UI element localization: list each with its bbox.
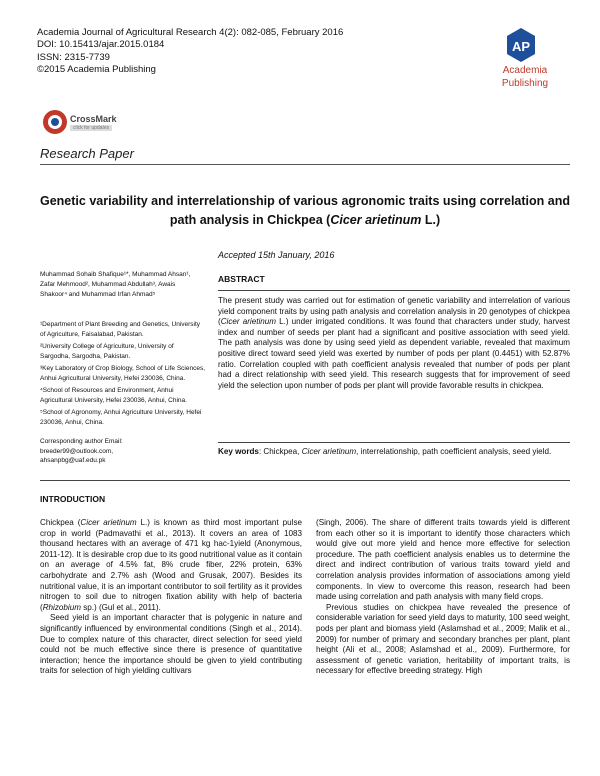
title-main: Genetic variability and interrelationship of various agronomic traits using correlation and path analysis in Chickpea (	[40, 194, 570, 227]
svg-text:AP: AP	[511, 39, 531, 54]
affiliations	[40, 320, 205, 430]
corresponding-author	[40, 437, 205, 466]
logo-word-2: Publishing	[501, 78, 549, 89]
text-run: sp.) (Gul et al., 2011).	[80, 602, 161, 612]
copyright: ©2015 Academia Publishing	[37, 63, 156, 75]
issn: ISSN: 2315-7739	[37, 51, 110, 63]
corr-email-1[interactable]: breeder99@outlook.com,	[40, 447, 114, 455]
affiliation-item: ¹Department of Plant Breeding and Genetics, University of Agriculture, Faisalabad, Pakistan.	[40, 321, 201, 338]
paper-title	[40, 192, 570, 230]
keywords-a: : Chickpea,	[258, 447, 302, 456]
academia-logo-icon	[505, 27, 537, 63]
crossmark-icon[interactable]	[43, 110, 67, 134]
text-run: L.) is known as third most important pulse crop in world (Padmavathi et al., 2013). It covers an area of 1083 thousand hectares with an average of 471 kg hac-1yield (Anonymous, 2011-12). It is desirable crop due to its good nutritional value as it contain on an average of 4.5% fat, 8% crude fiber, 22% protein, 63% carbohydrate and 2.7% ash (Wood and Grusak, 2007). Besides its nutritional value, it is an important contributor to soil fertility as it provides nitrogen to soil due to nitrogen fixation ability with help of bacteria (	[40, 518, 302, 612]
keywords-label: Key words	[218, 447, 259, 456]
paragraph: Seed yield is an important character that is polygenic in nature and significantly influenced by environmental conditions (Singh et al., 2014). Due to complex nature of this character, direct selection for seed yield could not be much effective since there is presence of quantitative interaction; hence the importance should be given to yield contributing traits for selection of high yielding cultivars	[40, 613, 302, 676]
publisher-logo-text	[485, 64, 565, 90]
keywords-species: Cicer arietinum	[301, 447, 357, 456]
abstract-species: Cicer arietinum	[220, 317, 276, 327]
crossmark-label[interactable]: CrossMark	[70, 114, 117, 124]
affiliation-item: ³Key Laboratory of Crop Biology, School of Life Sciences, Anhui Agricultural University, Hefei 230036, China.	[40, 365, 205, 382]
species-name: Cicer arietinum	[80, 518, 137, 527]
section-label: Research Paper	[40, 146, 134, 161]
journal-meta	[37, 27, 343, 76]
corr-label: Corresponding author Email:	[40, 438, 123, 445]
doi[interactable]: DOI: 10.15413/ajar.2015.0184	[37, 39, 165, 51]
logo-word-1: Academia	[502, 65, 548, 76]
abstract-part-a: The present study was carried out for estimation of genetic variability and interrelation of various yield component traits by using path analysis and correlation analysis in 20 genotypes of chickpea (	[218, 296, 570, 327]
body-column-left	[40, 518, 302, 677]
bacteria-name: Rhizobium	[42, 602, 81, 612]
keywords	[218, 447, 570, 458]
corr-email-2[interactable]: ahsanpbg@uaf.edu.pk	[40, 457, 106, 464]
paragraph: Previous studies on chickpea have revealed the presence of considerable variation for seed yield days to maturity, 100 seed weight, pods per plant and biomass yield (Aslamshad et al., 2009; Malik et al., 2009) for number of primary and secondary branches per plant, plant height (Ali et al., 2008; Aslamshad et al., 2009). Furthermore, for assessment of genetic variation, heritability of important traits, is necessary for effective breeding strategy. High	[316, 602, 570, 676]
affiliation-item: ⁵School of Agronomy, Anhui Agriculture University, Hefei 230036, Anhui, China.	[40, 409, 202, 426]
body-column-right	[316, 518, 570, 677]
affiliation-item: ²University College of Agriculture, University of Sargodha, Sargodha, Pakistan.	[40, 343, 174, 360]
abstract-divider-top	[218, 290, 570, 291]
paragraph	[40, 518, 302, 613]
crossmark-sub[interactable]: click for updates	[70, 125, 112, 131]
header-divider	[40, 164, 570, 165]
affiliation-item: ⁴School of Resources and Environment, Anhui Agricultural University, Hefei 230036, Anhui, China.	[40, 387, 187, 404]
abstract-heading: ABSTRACT	[218, 274, 265, 284]
author-list: Muhammad Sohaib Shafique¹*, Muhammad Ahsan¹, Zafar Mehmood², Muhammad Abdullah³, Awais Shakoor⁴ and Muhammad Irfan Ahmad⁵	[40, 271, 191, 298]
text-run: Chickpea (	[40, 518, 81, 527]
introduction-heading: INTRODUCTION	[40, 494, 106, 504]
body-divider	[40, 480, 570, 481]
abstract-text	[218, 296, 570, 391]
paragraph: (Singh, 2006). The share of different traits towards yield is different from each other so it is important to identify those characters which would give out more yield and hence more effective for selection procedure. The path coefficient analysis enables us to determine the direct and indirect contribution of various traits toward yield and correlation analysis provides information of associations among yield components. In view to overcome this reason, research had been made using correlation and path analysis with many field crops.	[316, 518, 570, 602]
title-species: Cicer arietinum	[330, 213, 422, 227]
abstract-divider-bottom	[218, 442, 570, 443]
accepted-date: Accepted 15th January, 2016	[218, 250, 335, 260]
title-tail: L.)	[421, 213, 441, 227]
keywords-b: , interrelationship, path coefficient analysis, seed yield.	[356, 447, 552, 456]
abstract-part-b: L.) under irrigated conditions. It was found that characters under study, harvest index and number of seeds per plant had a significant and positive association with seed yield. The path analysis was done by using seed yield as dependent variable, revealed that maximum positive direct toward seed yield was exerted by number of pods per plant (0.4451) with 52.87% ratio. Correlation coupled with path coefficient analysis revealed that number of pods per plant had a direct relationship with seed yield. This research suggests that for improvement of seed yield the selection upon number of pods per plant will provide favorable results in chickpea.	[218, 317, 570, 390]
journal-line: Academia Journal of Agricultural Research 4(2): 082-085, February 2016	[37, 27, 344, 38]
